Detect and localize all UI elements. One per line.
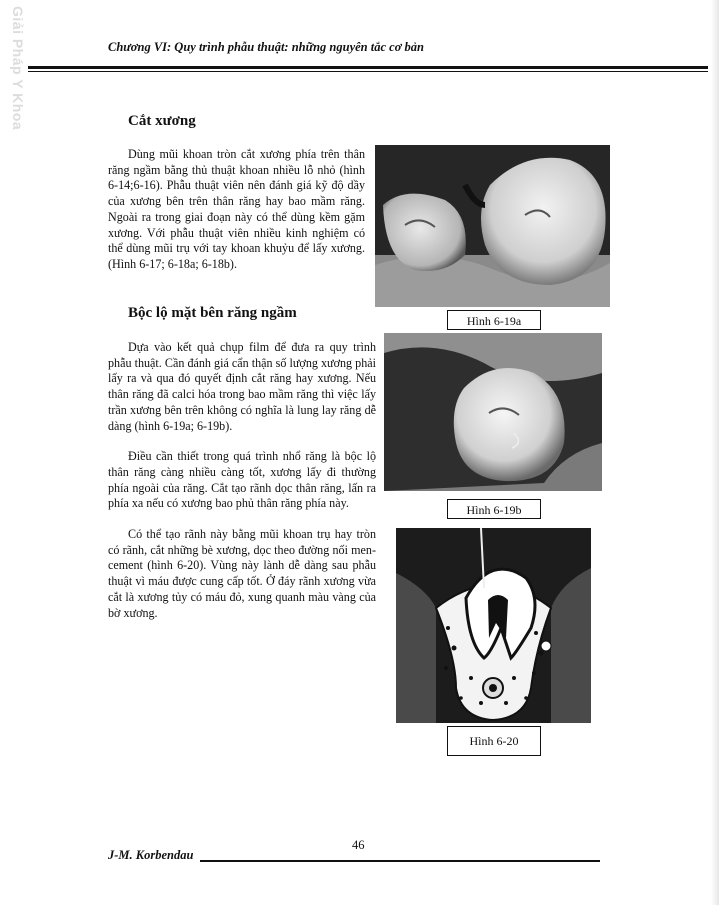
figure-caption-6-20: Hình 6-20 [447,726,541,756]
figure-caption-6-19b: Hình 6-19b [447,499,541,519]
header-rule-thin [28,71,708,72]
page-number: 46 [352,838,365,852]
figure-photo-6-19a [375,145,610,307]
paragraph: Dùng mũi khoan tròn cắt xương phía trên thân răng ngầm bằng thủ thuật khoan nhiều lỗ nhỏ (hình 6-14;6-16). Phẫu thuật viên nên đánh giá kỹ độ dầy của xương bên trên thân răng hay bao mầm răng. Ngoài ra trong giai đoạn này có thể dùng kềm gặm xương. Với phẫu thuật viên nhiều kinh nghiệm có thể dùng mũi trụ với tay khoan khuỷu để lấy xương. (Hình 6-17; 6-18a; 6-18b). [108,147,365,271]
figure-caption-6-19a: Hình 6-19a [447,310,541,330]
tooth-photo-image [375,145,610,307]
paragraph: Điều cần thiết trong quá trình nhổ răng là bộc lộ thân răng càng nhiều càng tốt, xương lấy đi thường phía ngoài của răng. Cắt tạo rãnh dọc thân răng, lấn ra phía xa nếu có xương bao phủ thân răng phía này. [108,449,376,511]
footer-author: J-M. Korbendau [108,848,194,862]
section-body [108,147,365,273]
section-heading: Bộc lộ mặt bên răng ngầm [128,305,297,321]
figure-drawing-6-20 [396,528,591,723]
section-heading: Cắt xương [128,113,196,129]
running-header: Chương VI: Quy trình phẫu thuật: những nguyên tắc cơ bản [108,40,424,54]
watermark-text: Giải Pháp Y Khoa [10,6,26,131]
paragraph: Dựa vào kết quả chụp film để đưa ra quy trình phẫu thuật. Cần đánh giá cẩn thận số lượng xương phải lấy ra và qua đó quyết định cắt răng hay xương. Nếu thân răng đã calci hóa trong bao mầm răng thì việc lấy trần xương bên trên không có nghĩa là lung lay răng dễ dàng (hình 6-19a; 6-19b). [108,340,376,433]
paragraph: Có thể tạo rãnh này bằng mũi khoan trụ hay tròn có rãnh, cắt những bè xương, dọc theo đường nối men-cement (hình 6-20). Vùng này lành dễ dàng sau phẫu thuật vì máu được cung cấp tốt. Ở đáy rãnh xương vừa cắt là xương tủy có máu đỏ, xung quanh màu vàng của bờ xương. [108,527,376,620]
section-body [108,340,376,621]
figure-photo-6-19b [384,333,602,491]
header-rule [28,66,708,69]
tooth-photo-image [384,333,602,491]
page-shadow [711,0,719,905]
footer-rule [200,860,600,862]
tooth-diagram-image [396,528,591,723]
